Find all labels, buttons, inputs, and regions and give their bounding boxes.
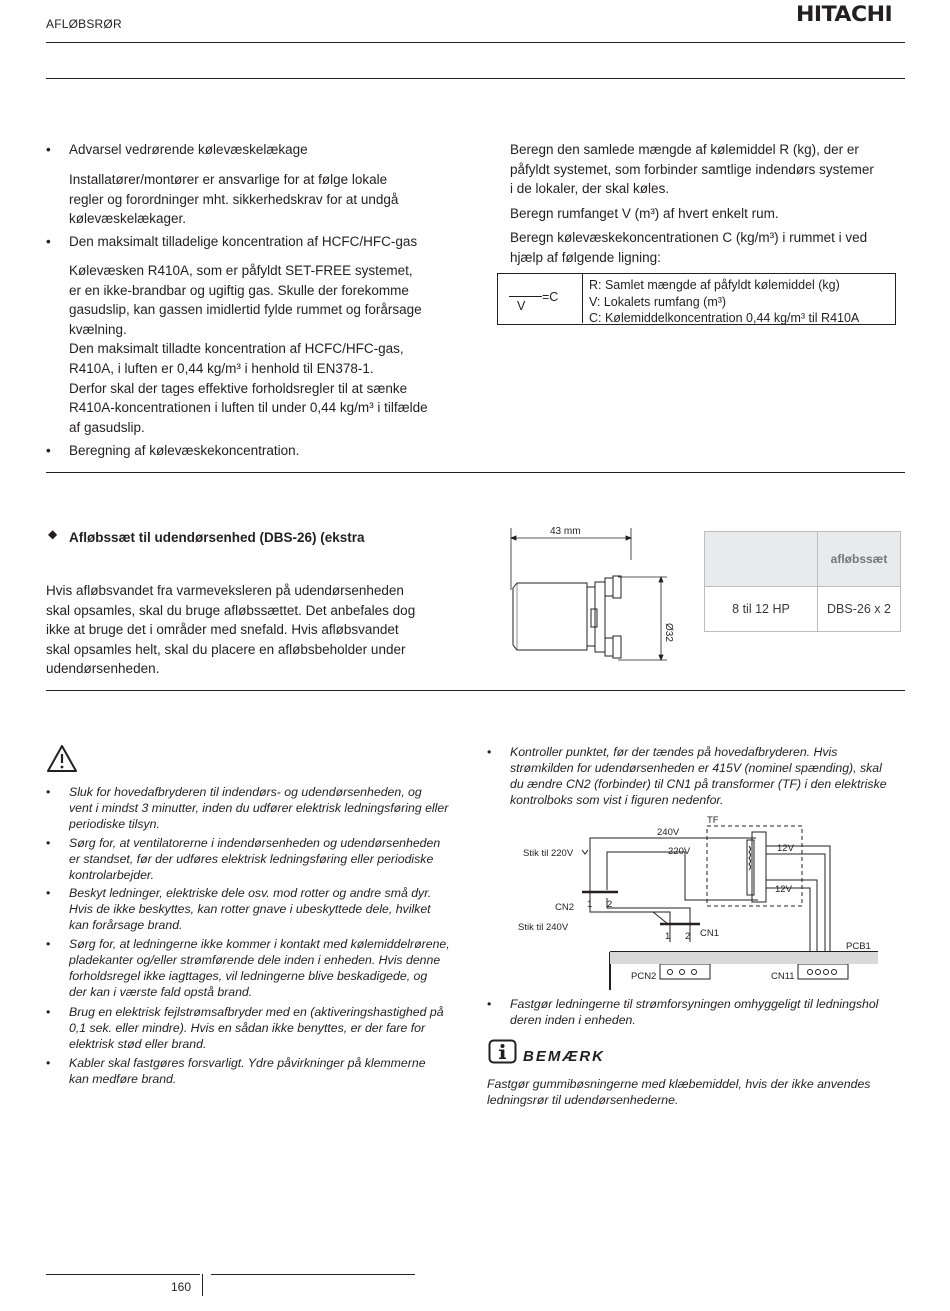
drain-text bbox=[46, 581, 415, 679]
text-line: hjælp af følgende ligning: bbox=[510, 249, 661, 265]
text-line: Beregn rumfanget V (m³) af hvert enkelt rum. bbox=[510, 205, 779, 221]
list-item bbox=[46, 936, 465, 1000]
text-line: skal opsamles helt, skal du placere en afløbsbeholder under bbox=[46, 641, 406, 657]
section-rule bbox=[46, 472, 905, 473]
table-header-kit: afløbssæt bbox=[818, 532, 901, 587]
dimension-width: 43 mm bbox=[550, 526, 581, 537]
text-line: skal opsamles, skal du bruge afløbssættet. Det anbefales dog bbox=[46, 602, 416, 618]
label-cn2-pin1: 1 bbox=[587, 899, 593, 910]
warning-triangle-icon bbox=[46, 744, 78, 774]
text-line: af gasudslip. bbox=[69, 419, 145, 435]
text-line: kontrolarbejder. bbox=[69, 868, 154, 882]
text-line: periodiske tilsyn. bbox=[69, 817, 160, 831]
text-line: er standset, før der udføres elektrisk ledningsføring eller periodiske bbox=[69, 852, 434, 866]
text-line: Fastgør ledningerne til strømforsyningen omhyggeligt til ledningshol bbox=[510, 997, 879, 1011]
text-line: i de lokaler, der skal køles. bbox=[510, 181, 670, 197]
text-line: ikke at bruge det i områder med snefald. Hvis afløbsvandet bbox=[46, 622, 399, 638]
list-item bbox=[46, 784, 465, 832]
paragraph bbox=[69, 261, 428, 437]
label-cn1: CN1 bbox=[700, 928, 720, 939]
label-tf: TF bbox=[707, 815, 719, 826]
note-title: BEMÆRK bbox=[523, 1048, 605, 1065]
text-line: forholdsregel ikke iagttages, vil ledningerne blive beskadigede, og bbox=[69, 969, 428, 983]
text-line: Kølevæsken R410A, som er påfyldt SET-FREE systemet, bbox=[69, 263, 413, 278]
text-line: Sørg for, at ventilatorerne i indendørsenheden og udendørsenheden bbox=[69, 836, 441, 850]
text-line: der kan i værste fald opstå brand. bbox=[69, 985, 253, 999]
drain-kit-table bbox=[704, 531, 901, 632]
text-line: deren inden i enheden. bbox=[510, 1013, 636, 1027]
bullet: • bbox=[46, 785, 51, 799]
table-header-model bbox=[705, 532, 818, 587]
list-item bbox=[46, 232, 418, 252]
label-stik-240: Stik til 240V bbox=[518, 922, 569, 933]
text-line: R410A, i luften er 0,44 kg/m³ i henhold til EN378-1. bbox=[69, 360, 374, 376]
label-220v: 220V bbox=[668, 846, 691, 857]
text-line: er en ikke-brandbar og ugiftig gas. Skulle der forekomme bbox=[69, 282, 409, 298]
list-item bbox=[46, 140, 308, 160]
text-line: elektrisk stød eller brand. bbox=[69, 1037, 207, 1051]
text-line: Hvis afløbsvandet fra varmeveksleren på udendørsenheden bbox=[46, 583, 404, 598]
diamond-icon: ◆ bbox=[48, 527, 58, 541]
text-line: Fastgør gummibøsningerne med klæbemiddel, hvis der ikke anvendes bbox=[487, 1077, 871, 1091]
note-text bbox=[487, 1076, 905, 1108]
table-cell-capacity: 8 til 12 HP bbox=[705, 587, 818, 632]
bullet: • bbox=[46, 886, 51, 900]
text-line: Sørg for, at ledningerne ikke kommer i kontakt med kølemiddelrørene, bbox=[69, 937, 450, 951]
text-line: kølevæskelækager. bbox=[69, 211, 187, 227]
text-line: udendørsenheden. bbox=[46, 661, 160, 677]
list-item bbox=[487, 996, 906, 1028]
text-line: regler og forordninger mht. sikkerhedskrav for at undgå bbox=[69, 191, 399, 207]
text-line: påfyldt systemet, som forbinder samtlige indendørs systemer bbox=[510, 161, 874, 177]
bullet: • bbox=[46, 443, 51, 458]
bullet: • bbox=[487, 997, 492, 1011]
text-line: kvælning. bbox=[69, 321, 127, 337]
formula-box bbox=[497, 273, 896, 325]
label-cn2: CN2 bbox=[555, 902, 575, 913]
right-column-top bbox=[510, 140, 910, 268]
text-line: Den maksimalt tilladte koncentration af HCFC/HFC-gas, bbox=[69, 341, 404, 357]
info-note-icon bbox=[488, 1039, 518, 1065]
text-line: du ændre CN2 (forbinder) til CN1 på transformer (TF) i den elektriske bbox=[510, 777, 887, 791]
top-rule bbox=[46, 78, 905, 79]
formula-denominator: V bbox=[517, 299, 526, 313]
text-line: Brug en elektrisk fejlstrømsafbryder med en (aktiveringshastighed på bbox=[69, 1005, 444, 1019]
bullet: • bbox=[46, 937, 51, 951]
text-line: R410A-koncentrationen i luften til under 0,44 kg/m³ i tilfælde bbox=[69, 400, 428, 416]
text-line: Beregn den samlede mængde af kølemiddel R (kg), der er bbox=[510, 142, 859, 157]
text-line: Sluk for hovedafbryderen til indendørs- og udendørsenheden, og bbox=[69, 785, 422, 799]
drain-kit-drawing bbox=[495, 520, 685, 680]
footer-rule-left bbox=[46, 1274, 200, 1275]
formula-fraction bbox=[498, 274, 583, 323]
list-item bbox=[46, 441, 300, 461]
drain-heading: Afløbssæt til udendørsenhed (DBS-26) (ekstra bbox=[69, 530, 365, 545]
section-title: AFLØBSRØR bbox=[46, 17, 122, 31]
list-item-text: Beregning af kølevæskekoncentration. bbox=[69, 443, 300, 458]
list-item bbox=[46, 835, 465, 883]
paragraph bbox=[69, 170, 398, 229]
formula-equals: =C bbox=[542, 290, 559, 304]
list-item bbox=[487, 744, 906, 808]
text-line: kan medføre brand. bbox=[69, 1072, 177, 1086]
footer-rule-right bbox=[211, 1274, 415, 1275]
bullet: • bbox=[46, 1056, 51, 1070]
bullet: • bbox=[46, 142, 51, 157]
text-line: Hvis de ikke beskyttes, kan rotter gnave i ubeskyttede dele, hvilket bbox=[69, 902, 431, 916]
list-item bbox=[46, 885, 465, 933]
text-line: gasudslip, kan gassen imidlertid fylde rummet og forårsage bbox=[69, 302, 422, 318]
definition-line: C: Kølemiddelkoncentration 0,44 kg/m³ til R410A bbox=[589, 311, 860, 325]
text-line: kontrolboks som vist i figuren nedenfor. bbox=[510, 793, 724, 807]
bullet: • bbox=[487, 745, 492, 759]
label-cn1-pin1: 1 bbox=[665, 931, 671, 942]
text-line: Beregn kølevæskekoncentrationen C (kg/m³) i rummet i ved bbox=[510, 230, 868, 246]
formula-definitions bbox=[589, 277, 859, 327]
brand-logo: HITACHI bbox=[796, 2, 893, 26]
text-line: kan forårsage brand. bbox=[69, 918, 183, 932]
header-rule bbox=[46, 42, 905, 43]
label-12v-lower: 12V bbox=[775, 884, 792, 895]
label-cn1-pin2: 2 bbox=[685, 931, 691, 942]
bullet: • bbox=[46, 234, 51, 249]
page-number: 160 bbox=[171, 1280, 192, 1294]
label-240v: 240V bbox=[657, 827, 680, 838]
label-stik-220: Stik til 220V bbox=[523, 848, 574, 859]
fraction-bar bbox=[509, 296, 542, 297]
text-line: strømkilden for udendørsenheden er 415V (nominel spænding), skal bbox=[510, 761, 882, 775]
list-item bbox=[46, 1004, 465, 1052]
text-line: Kontroller punktet, før der tændes på hovedafbryderen. Hvis bbox=[510, 745, 838, 759]
dimension-diameter: Ø32 bbox=[663, 623, 674, 642]
wiring-diagram bbox=[510, 812, 890, 992]
text-line: pladekanter og/eller strømførende dele inden i enheden. Hvis denne bbox=[69, 953, 441, 967]
label-12v-upper: 12V bbox=[777, 843, 794, 854]
label-cn2-pin2: 2 bbox=[607, 899, 613, 910]
text-line: 0,1 sek. eller mindre). Hvis en sådan ikke benyttes, er der fare for bbox=[69, 1021, 426, 1035]
text-line: Installatører/montører er ansvarlige for at følge lokale bbox=[69, 172, 388, 187]
text-line: Beskyt ledninger, elektriske dele osv. mod rotter og andre små dyr. bbox=[69, 886, 432, 900]
label-pcb1: PCB1 bbox=[846, 941, 871, 952]
pcb-board bbox=[610, 952, 878, 964]
text-line: Derfor skal der tages effektive forholdsregler til at sænke bbox=[69, 380, 408, 396]
footer-divider bbox=[202, 1274, 203, 1296]
label-pcn2: PCN2 bbox=[631, 971, 657, 982]
text-line: ledningsrør til udendørsenhederne. bbox=[487, 1093, 679, 1107]
text-line: vent i mindst 3 minutter, inden du udfører elektrisk ledningsføring eller bbox=[69, 801, 449, 815]
table-cell-kit: DBS-26 x 2 bbox=[818, 587, 901, 632]
bullet: • bbox=[46, 1005, 51, 1019]
section-rule bbox=[46, 690, 905, 691]
text-line: Kabler skal fastgøres forsvarligt. Ydre påvirkninger på klemmerne bbox=[69, 1056, 426, 1070]
bullet: • bbox=[46, 836, 51, 850]
definition-line: V: Lokalets rumfang (m³) bbox=[589, 294, 727, 309]
list-item-text: Advarsel vedrørende kølevæskelækage bbox=[69, 142, 308, 157]
list-item bbox=[46, 1055, 465, 1087]
label-cn11: CN11 bbox=[771, 971, 795, 982]
definition-line: R: Samlet mængde af påfyldt kølemiddel (kg) bbox=[589, 278, 840, 292]
list-item-text: Den maksimalt tilladelige koncentration af HCFC/HFC-gas bbox=[69, 234, 418, 249]
